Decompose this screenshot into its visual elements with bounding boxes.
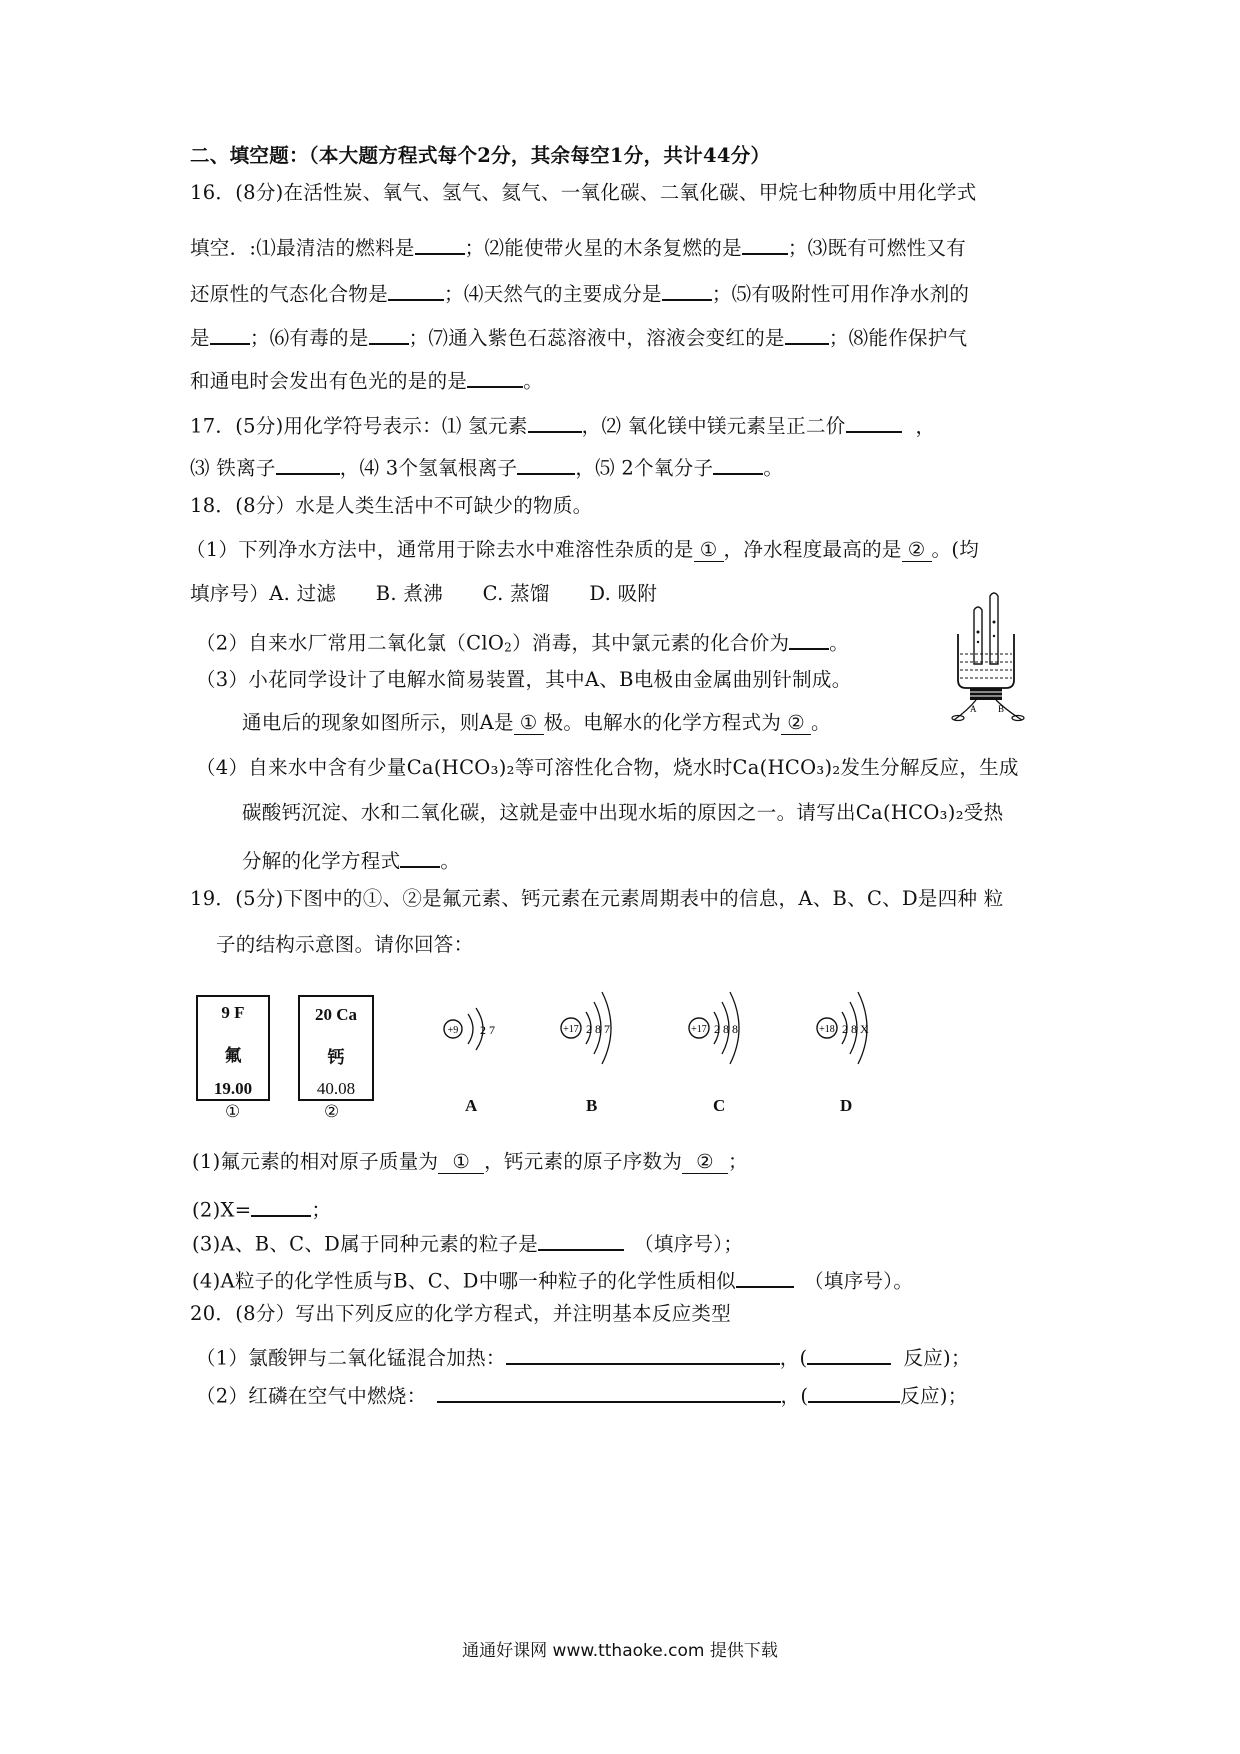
q19-text: （填序号）。 bbox=[804, 1269, 914, 1293]
q18-line-1: 18．(8分）水是人类生活中不可缺少的物质。 bbox=[190, 494, 593, 517]
q18-line-2 bbox=[186, 540, 979, 560]
answer-blank-2[interactable]: ② bbox=[682, 1150, 728, 1174]
q18-text: 。 bbox=[440, 849, 461, 873]
electrolysis-apparatus-figure bbox=[948, 592, 1028, 722]
answer-blank-1[interactable]: ① bbox=[514, 711, 544, 735]
q16-text: ；⑺通入紫色石蕊溶液中，溶液会变红的是 bbox=[408, 326, 785, 350]
q19-sub-4 bbox=[192, 1266, 913, 1291]
q20-text: ，( bbox=[780, 1384, 809, 1408]
q18-text: ，净水程度最高的是 bbox=[723, 538, 902, 561]
nucleus-charge: +17 bbox=[563, 1024, 579, 1035]
answer-blank[interactable] bbox=[713, 453, 763, 475]
q17-line-2 bbox=[190, 453, 783, 478]
q18-text: 分解的化学方程式 bbox=[242, 849, 401, 873]
element-label: ① bbox=[225, 1102, 241, 1122]
q18-line-5: （3）小花同学设计了电解水简易装置，其中A、B电极由金属曲别针制成。 bbox=[196, 668, 852, 691]
q16-text: 。 bbox=[523, 369, 544, 393]
q19-line-1: 19．(5分)下图中的①、②是氟元素、钙元素在元素周期表中的信息，A、B、C、D是四种 粒 bbox=[190, 887, 1004, 910]
q19-sub-2 bbox=[192, 1195, 331, 1220]
q20-line-1: 20．(8分）写出下列反应的化学方程式，并注明基本反应类型 bbox=[190, 1302, 732, 1325]
q17-text: ，⑷ 3个氢氧根离子 bbox=[339, 456, 518, 480]
q16-text: 和通电时会发出有色光的是的是 bbox=[190, 369, 468, 393]
q19-text: ，钙元素的原子序数为 bbox=[484, 1150, 683, 1173]
atom-diagram-c bbox=[684, 984, 764, 1068]
q16-line-1: 16．(8分)在活性炭、氧气、氢气、氦气、一氧化碳、二氧化碳、甲烷七种物质中用化学式 bbox=[190, 181, 977, 204]
element-number-symbol: 9 F bbox=[221, 1003, 245, 1022]
q18-line-9 bbox=[242, 846, 460, 871]
answer-blank[interactable] bbox=[210, 323, 250, 345]
element-box-calcium bbox=[298, 995, 374, 1101]
q16-line-5 bbox=[190, 366, 543, 391]
q17-text: ⑶ 铁离子 bbox=[190, 456, 276, 480]
answer-blank[interactable] bbox=[789, 628, 829, 650]
element-number-symbol: 20 Ca bbox=[314, 1005, 358, 1024]
q19-text: （填序号）； bbox=[634, 1232, 744, 1256]
answer-blank[interactable] bbox=[736, 1266, 794, 1288]
atom-diagram-b bbox=[556, 984, 636, 1068]
q16-text: ；⑹有毒的是 bbox=[249, 326, 369, 350]
answer-blank[interactable] bbox=[846, 411, 902, 433]
atom-diagram-a bbox=[438, 996, 518, 1066]
q20-line-3 bbox=[196, 1381, 968, 1406]
atom-label: D bbox=[840, 1096, 853, 1115]
q16-text: 填空．:⑴最清洁的燃料是 bbox=[190, 236, 415, 260]
electron-shells: 2 8 X bbox=[842, 1022, 869, 1036]
reaction-type-blank[interactable] bbox=[807, 1343, 891, 1365]
q19-sub-3 bbox=[192, 1229, 743, 1254]
q18-line-4 bbox=[196, 628, 849, 654]
answer-blank-2[interactable]: ② bbox=[781, 711, 811, 735]
answer-blank[interactable] bbox=[742, 233, 788, 255]
q16-text: ；⑻能作保护气 bbox=[828, 326, 968, 350]
q19-text: ； bbox=[727, 1150, 748, 1173]
q16-text: ；⑷天然气的主要成分是 bbox=[444, 282, 662, 306]
electrode-label-a: A bbox=[970, 704, 977, 714]
answer-blank-1[interactable]: ① bbox=[438, 1150, 484, 1174]
answer-blank[interactable] bbox=[662, 279, 712, 301]
q17-line-1 bbox=[190, 411, 935, 436]
q19-text: ； bbox=[311, 1198, 332, 1222]
answer-blank-2[interactable]: ② bbox=[902, 538, 932, 562]
q18-text: （1）下列净水方法中，通常用于除去水中难溶性杂质的是 bbox=[186, 538, 694, 561]
reaction-type-blank[interactable] bbox=[808, 1381, 900, 1403]
atom-label: A bbox=[465, 1096, 478, 1115]
q20-line-2 bbox=[196, 1343, 971, 1368]
atom-label: B bbox=[586, 1096, 598, 1115]
element-box-fluorine bbox=[196, 995, 270, 1101]
q19-text: (2)X= bbox=[192, 1198, 252, 1222]
electron-shells: 2 8 8 bbox=[714, 1022, 738, 1036]
element-label: ② bbox=[324, 1102, 340, 1122]
equation-blank[interactable] bbox=[437, 1381, 781, 1403]
atom-label: C bbox=[713, 1096, 726, 1115]
q16-line-4 bbox=[190, 323, 967, 348]
q20-text: （2）红磷在空气中燃烧： bbox=[196, 1384, 427, 1408]
subscript: 2 bbox=[504, 640, 513, 655]
q17-text: 17．(5分)用化学符号表示：⑴ 氢元素 bbox=[190, 414, 528, 438]
nucleus-charge: +18 bbox=[819, 1024, 835, 1035]
answer-blank[interactable] bbox=[785, 323, 829, 345]
q18-text: 通电后的现象如图所示，则A是 bbox=[242, 711, 514, 734]
q18-line-7: （4）自来水中含有少量Ca(HCO₃)₂等可溶性化合物，烧水时Ca(HCO₃)₂发生分解反应，生成 bbox=[196, 756, 1019, 779]
footer-source: 通通好课网 www.tthaoke.com 提供下载 bbox=[462, 1641, 778, 1661]
q16-text: ；⑸有吸附性可用作净水剂的 bbox=[711, 282, 970, 306]
q18-line-6 bbox=[242, 713, 831, 733]
q17-text: ，⑵ 氧化镁中镁元素呈正二价 bbox=[581, 414, 846, 438]
q18-text: 。 bbox=[829, 631, 850, 655]
element-name: 钙 bbox=[327, 1048, 345, 1067]
q20-text: ，( bbox=[779, 1346, 808, 1370]
electrode-label-b: B bbox=[998, 704, 1005, 714]
q18-text: 。 bbox=[811, 711, 831, 734]
q20-text: （1）氯酸钾与二氧化锰混合加热： bbox=[196, 1346, 506, 1370]
answer-blank[interactable] bbox=[400, 846, 440, 868]
q19-sub-1 bbox=[192, 1152, 748, 1172]
answer-blank[interactable] bbox=[251, 1195, 311, 1217]
nucleus-charge: +9 bbox=[447, 1025, 459, 1036]
element-name: 氟 bbox=[224, 1046, 242, 1065]
electron-shells: 2 8 7 bbox=[586, 1022, 610, 1036]
answer-blank[interactable] bbox=[415, 233, 465, 255]
answer-blank[interactable] bbox=[517, 453, 575, 475]
atom-diagram-d bbox=[812, 984, 892, 1068]
q19-text: (1)氟元素的相对原子质量为 bbox=[192, 1150, 439, 1173]
q16-text: ；⑵能使带火星的木条复燃的是 bbox=[464, 236, 742, 260]
q16-text: 是 bbox=[190, 326, 210, 350]
q17-text: 。 bbox=[763, 456, 784, 480]
electron-shells: 2 7 bbox=[480, 1023, 495, 1037]
q16-line-3 bbox=[190, 279, 969, 304]
element-mass: 19.00 bbox=[213, 1079, 253, 1098]
q16-line-2 bbox=[190, 233, 966, 258]
q18-text: （2）自来水厂常用二氧化氯（ClO bbox=[196, 631, 505, 655]
q19-text: (3)A、B、C、D属于同种元素的粒子是 bbox=[192, 1232, 539, 1256]
answer-blank[interactable] bbox=[369, 323, 409, 345]
answer-blank[interactable] bbox=[467, 366, 523, 388]
q17-text: ，⑸ 2个氧分子 bbox=[575, 456, 714, 480]
q18-text: 。(均 bbox=[931, 538, 980, 561]
section-title: 二、填空题：（本大题方程式每个2分，其余每空1分，共计44分） bbox=[190, 144, 771, 167]
q20-text: 反应)； bbox=[900, 1384, 968, 1408]
q19-text: (4)A粒子的化学性质与B、C、D中哪一种粒子的化学性质相似 bbox=[192, 1269, 737, 1293]
answer-blank[interactable] bbox=[528, 411, 582, 433]
q18-text: ）消毒，其中氯元素的化合价为 bbox=[512, 631, 790, 655]
q18-text: 极。电解水的化学方程式为 bbox=[543, 711, 782, 734]
answer-blank[interactable] bbox=[276, 453, 340, 475]
answer-blank[interactable] bbox=[388, 279, 444, 301]
q20-text: 反应)； bbox=[903, 1346, 971, 1370]
nucleus-charge: +17 bbox=[691, 1024, 707, 1035]
q17-text: ， bbox=[915, 414, 936, 438]
q18-line-3: 填序号）A. 过滤 B. 煮沸 C. 蒸馏 D. 吸附 bbox=[190, 582, 658, 605]
element-mass: 40.08 bbox=[316, 1079, 356, 1098]
q18-line-8: 碳酸钙沉淀、水和二氧化碳，这就是壶中出现水垢的原因之一。请写出Ca(HCO₃)₂受热 bbox=[242, 801, 1004, 824]
answer-blank-1[interactable]: ① bbox=[694, 538, 724, 562]
equation-blank[interactable] bbox=[506, 1343, 780, 1365]
answer-blank[interactable] bbox=[538, 1229, 624, 1251]
q16-text: 还原性的气态化合物是 bbox=[190, 282, 389, 306]
q19-line-2: 子的结构示意图。请你回答： bbox=[216, 933, 474, 956]
q16-text: ；⑶既有可燃性又有 bbox=[787, 236, 967, 260]
